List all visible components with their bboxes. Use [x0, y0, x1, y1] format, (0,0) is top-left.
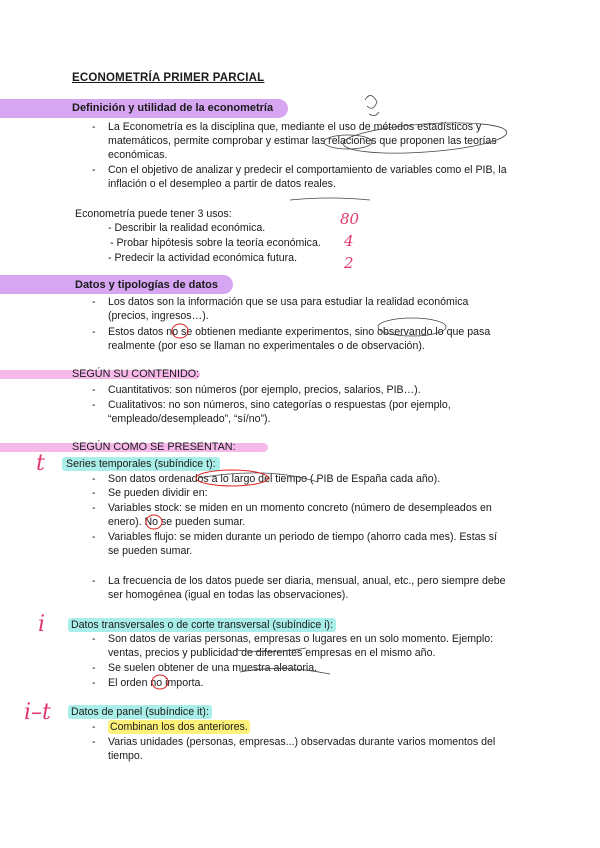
- text-line: Son datos de varias personas, empresas o lugares en un solo momento. Ejemplo:: [108, 633, 494, 645]
- bullet-marker: -: [92, 633, 96, 645]
- handwritten-number: 2: [344, 254, 354, 272]
- text-line: tiempo.: [108, 750, 143, 762]
- handwritten-it: i–t: [24, 700, 51, 725]
- bullet-marker: -: [92, 296, 96, 308]
- bullet-marker: -: [92, 575, 96, 587]
- text-line: Cualitativos: no son números, sino categorías o respuestas (por ejemplo,: [108, 399, 451, 411]
- bullet-marker: -: [92, 487, 96, 499]
- text-line: Cuantitativos: son números (por ejemplo, precios, salarios, PIB…).: [108, 384, 421, 396]
- subsection-heading-panel: Datos de panel (subíndice it):: [68, 705, 212, 719]
- section-heading-presentan: SEGÚN COMO SE PRESENTAN:: [72, 441, 236, 453]
- bullet-marker: -: [92, 384, 96, 396]
- text-line: Los datos son la información que se usa para estudiar la realidad económica: [108, 296, 469, 308]
- use-item: - Predecir la actividad económica futura.: [108, 252, 298, 264]
- text-line: Variables stock: se miden en un momento concreto (número de desempleados en: [108, 502, 492, 514]
- text-line: ser homogénea (igual en todas las observaciones).: [108, 589, 349, 601]
- bullet-marker: -: [92, 399, 96, 411]
- use-item: - Probar hipótesis sobre la teoría económica.: [110, 237, 321, 249]
- bullet-marker: -: [92, 121, 96, 133]
- handwritten-number: 4: [344, 232, 354, 250]
- section-heading-datos: Datos y tipologías de datos: [75, 279, 219, 291]
- text-line: Se suelen obtener de una muestra aleatoria.: [108, 662, 318, 674]
- text-line: enero). No se pueden sumar.: [108, 516, 246, 528]
- bullet-marker: -: [92, 473, 96, 485]
- section-heading-contenido: SEGÚN SU CONTENIDO:: [72, 368, 200, 380]
- section-heading-definicion: Definición y utilidad de la econometría: [72, 102, 274, 114]
- text-line: realmente (por eso se llaman no experimentales o de observación).: [108, 340, 425, 352]
- text-line: Combinan los dos anteriores.: [110, 721, 248, 733]
- text-line: Estos datos no se obtienen mediante experimentos, sino observando lo que pasa: [108, 326, 491, 338]
- bullet-marker: -: [92, 531, 96, 543]
- use-item: - Describir la realidad económica.: [108, 222, 266, 234]
- bullet-marker: -: [92, 677, 96, 689]
- text-line: El orden no importa.: [108, 677, 204, 689]
- text-line: Varias unidades (personas, empresas...) observadas durante varios momentos del: [108, 736, 496, 748]
- bullet-marker: -: [92, 164, 96, 176]
- subsection-heading-transversal: Datos transversales o de corte transversal (subíndice i):: [68, 618, 336, 632]
- handwritten-t: t: [36, 451, 45, 476]
- text-line: inflación o el desempleo a partir de datos reales.: [108, 178, 336, 190]
- text-line: Son datos ordenados a lo largo del tiempo ( PIB de España cada año).: [108, 473, 441, 485]
- text-line: “empleado/desempleado”, “sí/no”).: [108, 413, 271, 425]
- subsection-heading-series: Series temporales (subíndice t):: [62, 457, 220, 471]
- bullet-marker: -: [92, 502, 96, 514]
- bullet-marker: -: [92, 721, 96, 733]
- text-line: Variables flujo: se miden durante un periodo de tiempo (ahorro cada mes). Estas sí: [108, 531, 498, 543]
- text-line: (precios, ingresos…).: [108, 310, 209, 322]
- page-title: ECONOMETRÍA PRIMER PARCIAL: [72, 72, 265, 84]
- text-line: La Econometría es la disciplina que, mediante el uso de métodos estadísticos y: [108, 121, 482, 133]
- bullet-marker: -: [92, 662, 96, 674]
- handwritten-i: i: [38, 612, 46, 637]
- bullet-marker: -: [92, 736, 96, 748]
- text-line: Con el objetivo de analizar y predecir el comportamiento de variables como el PIB, la: [108, 164, 507, 176]
- bullet-marker: -: [92, 326, 96, 338]
- text-line: Se pueden dividir en:: [108, 487, 208, 499]
- text-line: matemáticos, permite comprobar y estimar las relaciones que proponen las teorías: [108, 135, 497, 147]
- text-line: La frecuencia de los datos puede ser diaria, mensual, anual, etc., pero siempre debe: [108, 575, 506, 587]
- text-line: ventas, precios y publicidad de diferentes empresas en el mismo año.: [108, 647, 436, 659]
- handwritten-number: 80: [340, 210, 360, 228]
- text-line: económicas.: [108, 149, 168, 161]
- text-line: se pueden sumar.: [108, 545, 193, 557]
- uses-intro: Econometría puede tener 3 usos:: [75, 208, 232, 220]
